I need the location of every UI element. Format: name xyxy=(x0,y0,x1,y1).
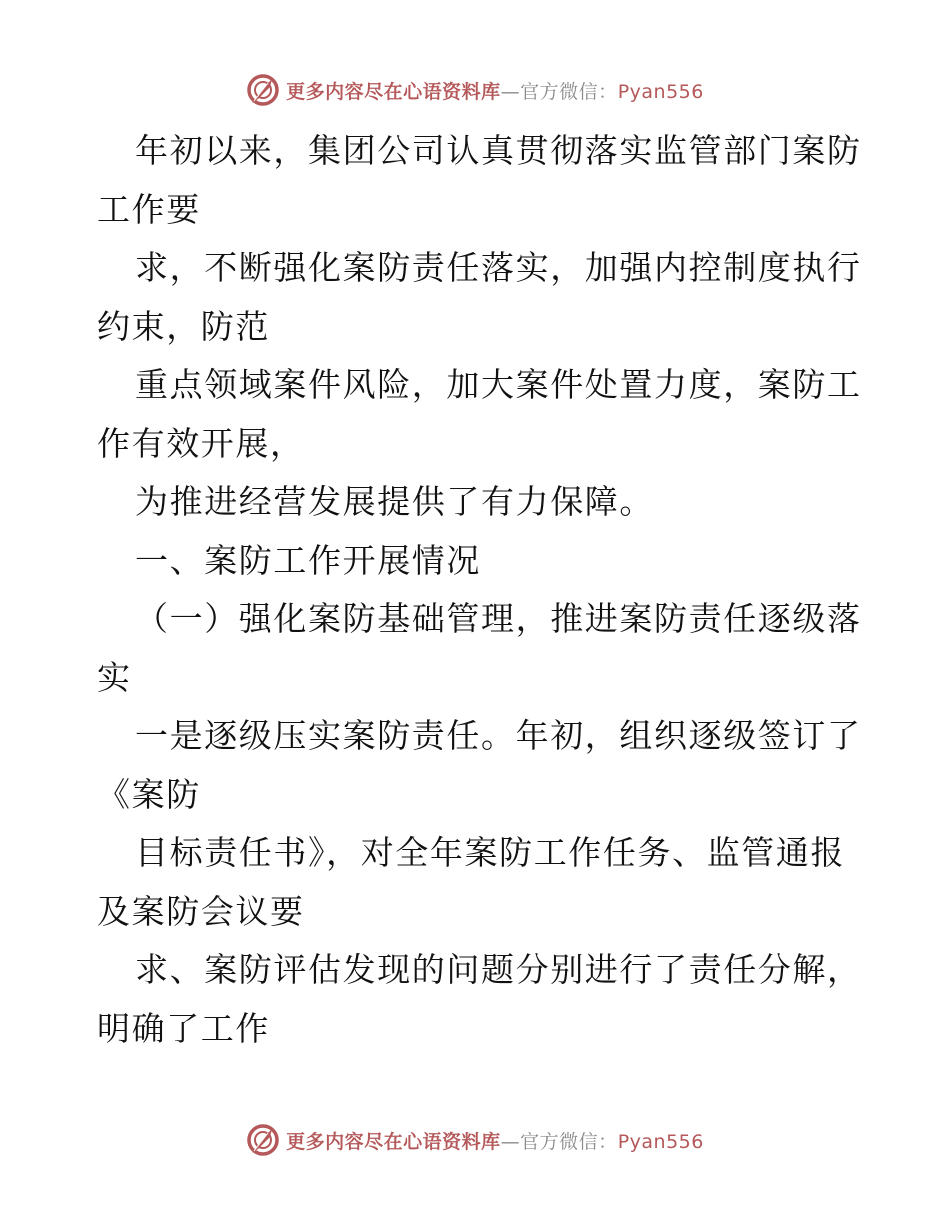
text-line: 为推进经营发展提供了有力保障。 xyxy=(135,482,654,521)
text-line: 求、案防评估发现的问题分别进行了责任分解， xyxy=(135,950,862,989)
watermark-separator: — xyxy=(500,1130,521,1153)
watermark-separator: — xyxy=(500,80,521,103)
watermark-brand: 更多内容尽在心语资料库 xyxy=(286,80,501,103)
watermark-text xyxy=(286,77,704,104)
text-line: 重点领域案件风险，加大案件处置力度，案防工 xyxy=(135,365,862,404)
watermark-wechat-id: Pyan556 xyxy=(617,80,704,103)
watermark-official-label: 官方微信： xyxy=(520,80,618,103)
quill-logo-icon xyxy=(246,1123,280,1157)
text-line: 明确了工作 xyxy=(97,1008,270,1048)
text-line: 年初以来，集团公司认真贯彻落实监管部门案防 xyxy=(135,131,862,170)
text-line: 作有效开展， xyxy=(97,423,305,463)
footer-watermark xyxy=(0,1122,950,1158)
watermark-official-label: 官方微信： xyxy=(520,1130,618,1153)
header-watermark xyxy=(0,72,950,108)
text-line: 及案防会议要 xyxy=(97,891,305,931)
text-line: 《案防 xyxy=(97,774,201,814)
text-line: 目标责任书》，对全年案防工作任务、监管通报 xyxy=(135,833,846,872)
text-line: 求，不断强化案防责任落实，加强内控制度执行 xyxy=(135,248,862,287)
text-line: 一、案防工作开展情况 xyxy=(135,540,481,580)
watermark-wechat-id: Pyan556 xyxy=(617,1130,704,1153)
document-body xyxy=(97,122,862,1058)
watermark-brand: 更多内容尽在心语资料库 xyxy=(286,1130,501,1153)
watermark-text xyxy=(286,1127,704,1154)
text-line: 工作要 xyxy=(97,189,201,229)
quill-logo-icon xyxy=(246,73,280,107)
text-line: 约束，防范 xyxy=(97,306,270,346)
text-line: 一是逐级压实案防责任。年初，组织逐级签订了 xyxy=(135,716,862,755)
text-line: （一）强化案防基础管理，推进案防责任逐级落 xyxy=(135,599,862,638)
text-line: 实 xyxy=(97,657,132,697)
